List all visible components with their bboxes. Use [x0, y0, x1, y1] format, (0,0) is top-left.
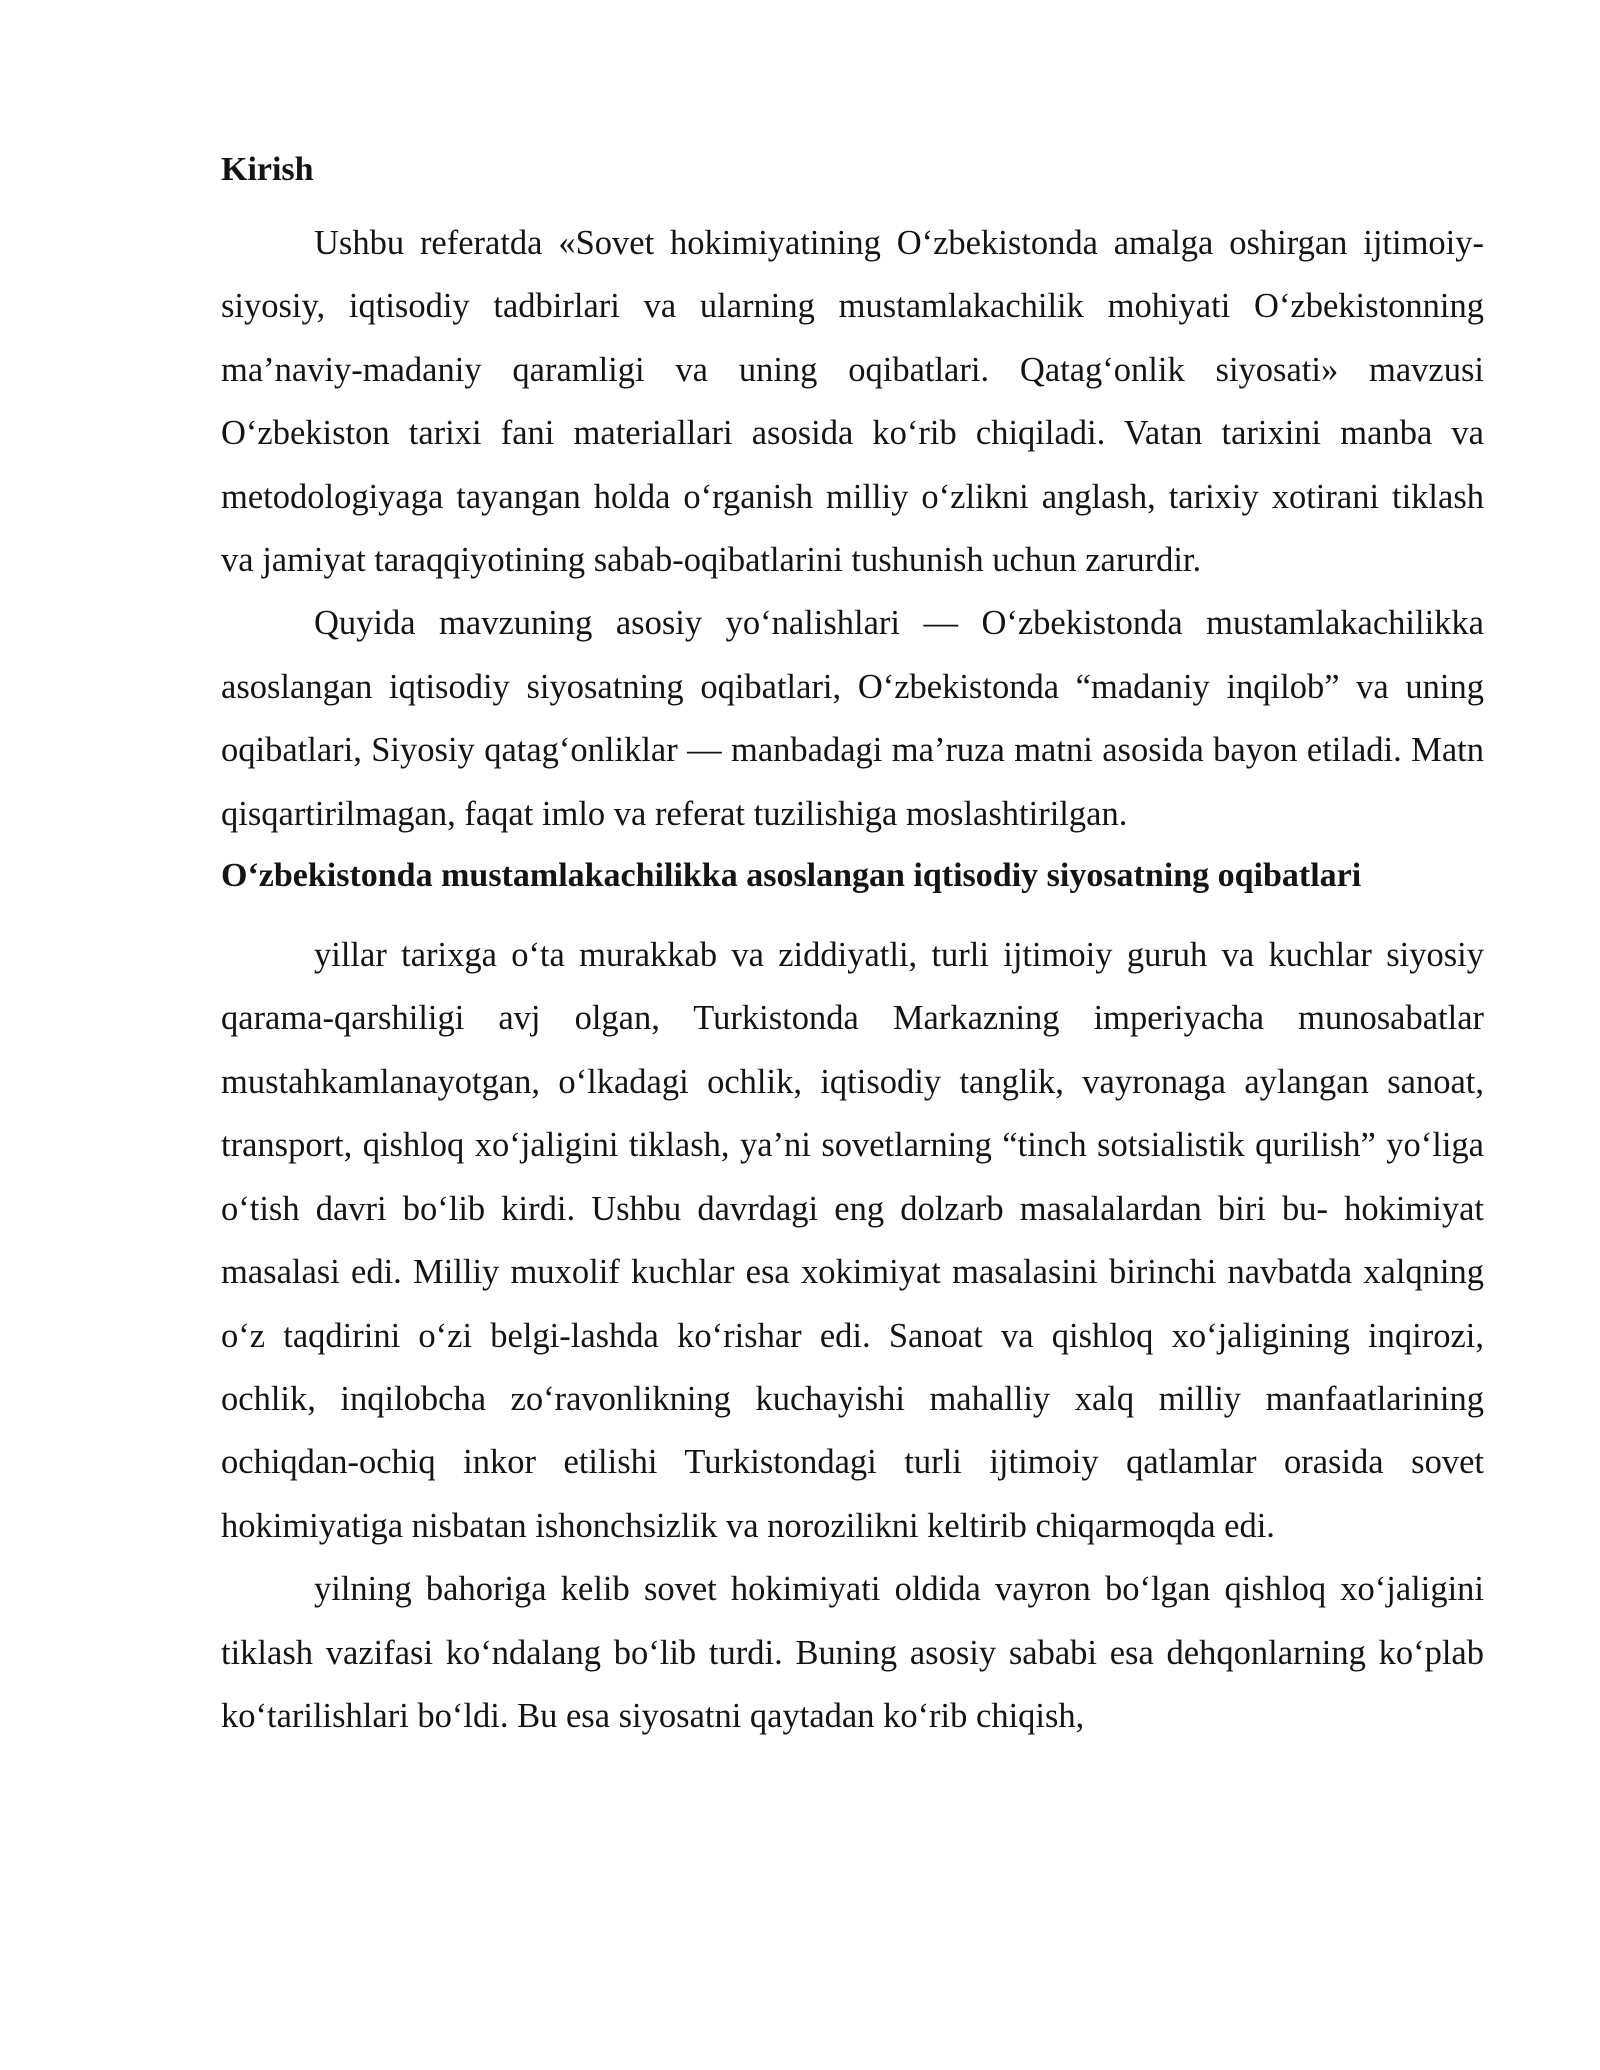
section-paragraph-1: yillar tarixga o‘ta murakkab va ziddiyatli, turli ijtimoiy guruh va kuchlar siyosiy qarama-qarshiligi avj olgan, Turkistonda Markazning imperiyacha munosabatlar mustahkamlanayotgan, o‘lkadagi ochlik, iqtisodiy tanglik, vayronaga aylangan sanoat, transport, qishloq xo‘jaligini tiklash, ya’ni sovetlarning “tinch sotsialistik qurilish” yo‘liga o‘tish davri bo‘lib kirdi. Ushbu davrdagi eng dolzarb masalalardan biri bu- hokimiyat masalasi edi. Milliy muxolif kuchlar esa xokimiyat masalasini birinchi navbatda xalqning o‘z taqdirini o‘zi belgi-lashda ko‘rishar edi. Sanoat va qishloq xo‘jaligining inqirozi, ochlik, inqilobcha zo‘ravonlikning kuchayishi mahalliy xalq milliy manfaatlarining ochiqdan-ochiq inkor etilishi Turkistondagi turli ijtimoiy qatlamlar orasida sovet hokimiyatiga nisbatan ishonchsizlik va norozilikni keltirib chiqarmoqda edi.	[221, 936, 1484, 1545]
intro-paragraph-2: Quyida mavzuning asosiy yo‘nalishlari — O‘zbekistonda mustamlakachilikka asoslangan iqtisodiy siyosatning oqibatlari, O‘zbekistonda “madaniy inqilob” va uning oqibatlari, Siyosiy qatag‘onliklar — manbadagi ma’ruza matni asosida bayon etiladi. Matn qisqartirilmagan, faqat imlo va referat tuzilishiga moslashtirilgan.	[221, 604, 1484, 833]
section-paragraph-2: yilning bahoriga kelib sovet hokimiyati oldida vayron bo‘lgan qishloq xo‘jaligini tiklash vazifasi ko‘ndalang bo‘lib turdi. Buning asosiy sababi esa dehqonlarning ko‘plab ko‘tarilishlari bo‘ldi. Bu esa siyosatni qaytadan ko‘rib chiqish,	[221, 1570, 1484, 1735]
document-page	[221, 140, 1484, 1748]
heading-kirish: Kirish	[221, 151, 314, 188]
intro-paragraph-1: Ushbu referatda «Sovet hokimiyatining O‘zbekistonda amalga oshirgan ijtimoiy-siyosiy, iqtisodiy tadbirlari va ularning mustamlakachilik mohiyati O‘zbekistonning ma’naviy-madaniy qaramligi va uning oqibatlari. Qatag‘onlik siyosati» mavzusi O‘zbekiston tarixi fani materiallari asosida ko‘rib chiqiladi. Vatan tarixini manba va metodologiyaga tayangan holda o‘rganish milliy o‘zlikni anglash, tarixiy xotirani tiklash va jamiyat taraqqiyotining sabab-oqibatlarini tushunish uchun zarurdir.	[221, 224, 1484, 580]
section-heading: O‘zbekistonda mustamlakachilikka asoslangan iqtisodiy siyosatning oqibatlari	[221, 857, 1362, 895]
